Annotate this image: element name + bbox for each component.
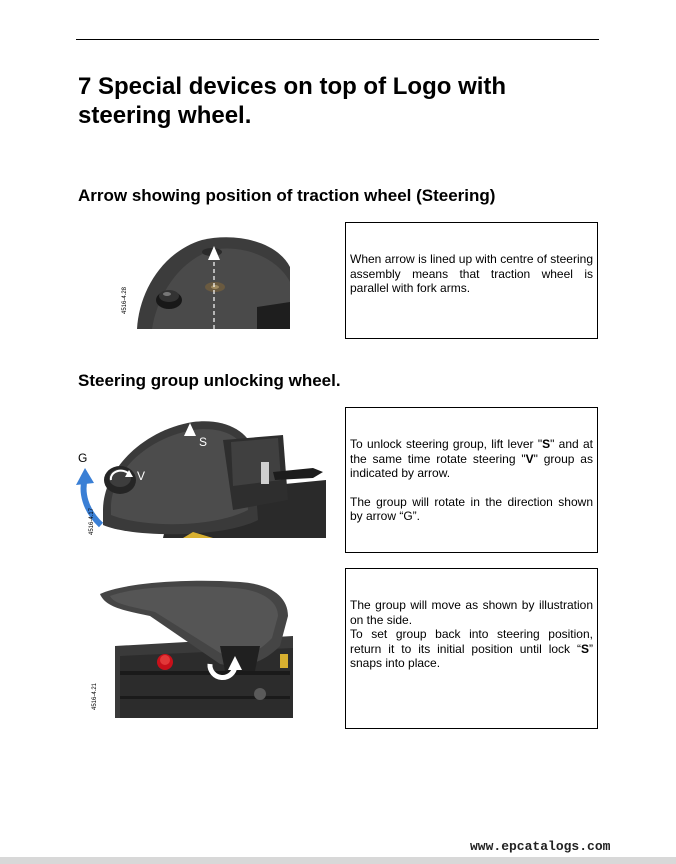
section3-textbox bbox=[345, 568, 598, 729]
photo-code: 4516-4.28 bbox=[122, 286, 128, 314]
photo-traction-arrow bbox=[117, 222, 290, 329]
top-rule bbox=[76, 39, 599, 40]
footer-url[interactable]: www.epcatalogs.com bbox=[470, 839, 611, 854]
section2-text1: To unlock steering group, lift lever "S" and at the same time rotate steering "V" group as indicated by arrow. bbox=[350, 437, 593, 480]
photo-steering-rotated bbox=[90, 576, 293, 718]
section1-heading: Arrow showing position of traction wheel (Steering) bbox=[78, 186, 496, 205]
photo-code: 4516-4.17 bbox=[89, 507, 95, 535]
section1-text: When arrow is lined up with centre of steering assembly means that traction wheel is parallel with fork arms. bbox=[350, 252, 593, 295]
section2-textbox bbox=[345, 407, 598, 553]
label-g: G bbox=[78, 451, 88, 465]
section2-heading: Steering group unlocking wheel. bbox=[78, 371, 341, 390]
section2-text2: The group will rotate in the direction shown by arrow “G”. bbox=[350, 494, 593, 523]
photo-steering-unlock bbox=[73, 410, 326, 538]
label-s: S bbox=[199, 435, 208, 449]
bottom-bar bbox=[0, 857, 676, 864]
label-v: V bbox=[137, 469, 146, 483]
page-title: 7 Special devices on top of Logo with steering wheel. bbox=[78, 73, 507, 129]
photo-code: 4516-4.21 bbox=[92, 682, 98, 710]
section3-text: The group will move as shown by illustration on the side. To set group back into steering position, return it to its initial position until lock “S” snaps into place. bbox=[350, 598, 593, 670]
section1-textbox bbox=[345, 222, 598, 339]
